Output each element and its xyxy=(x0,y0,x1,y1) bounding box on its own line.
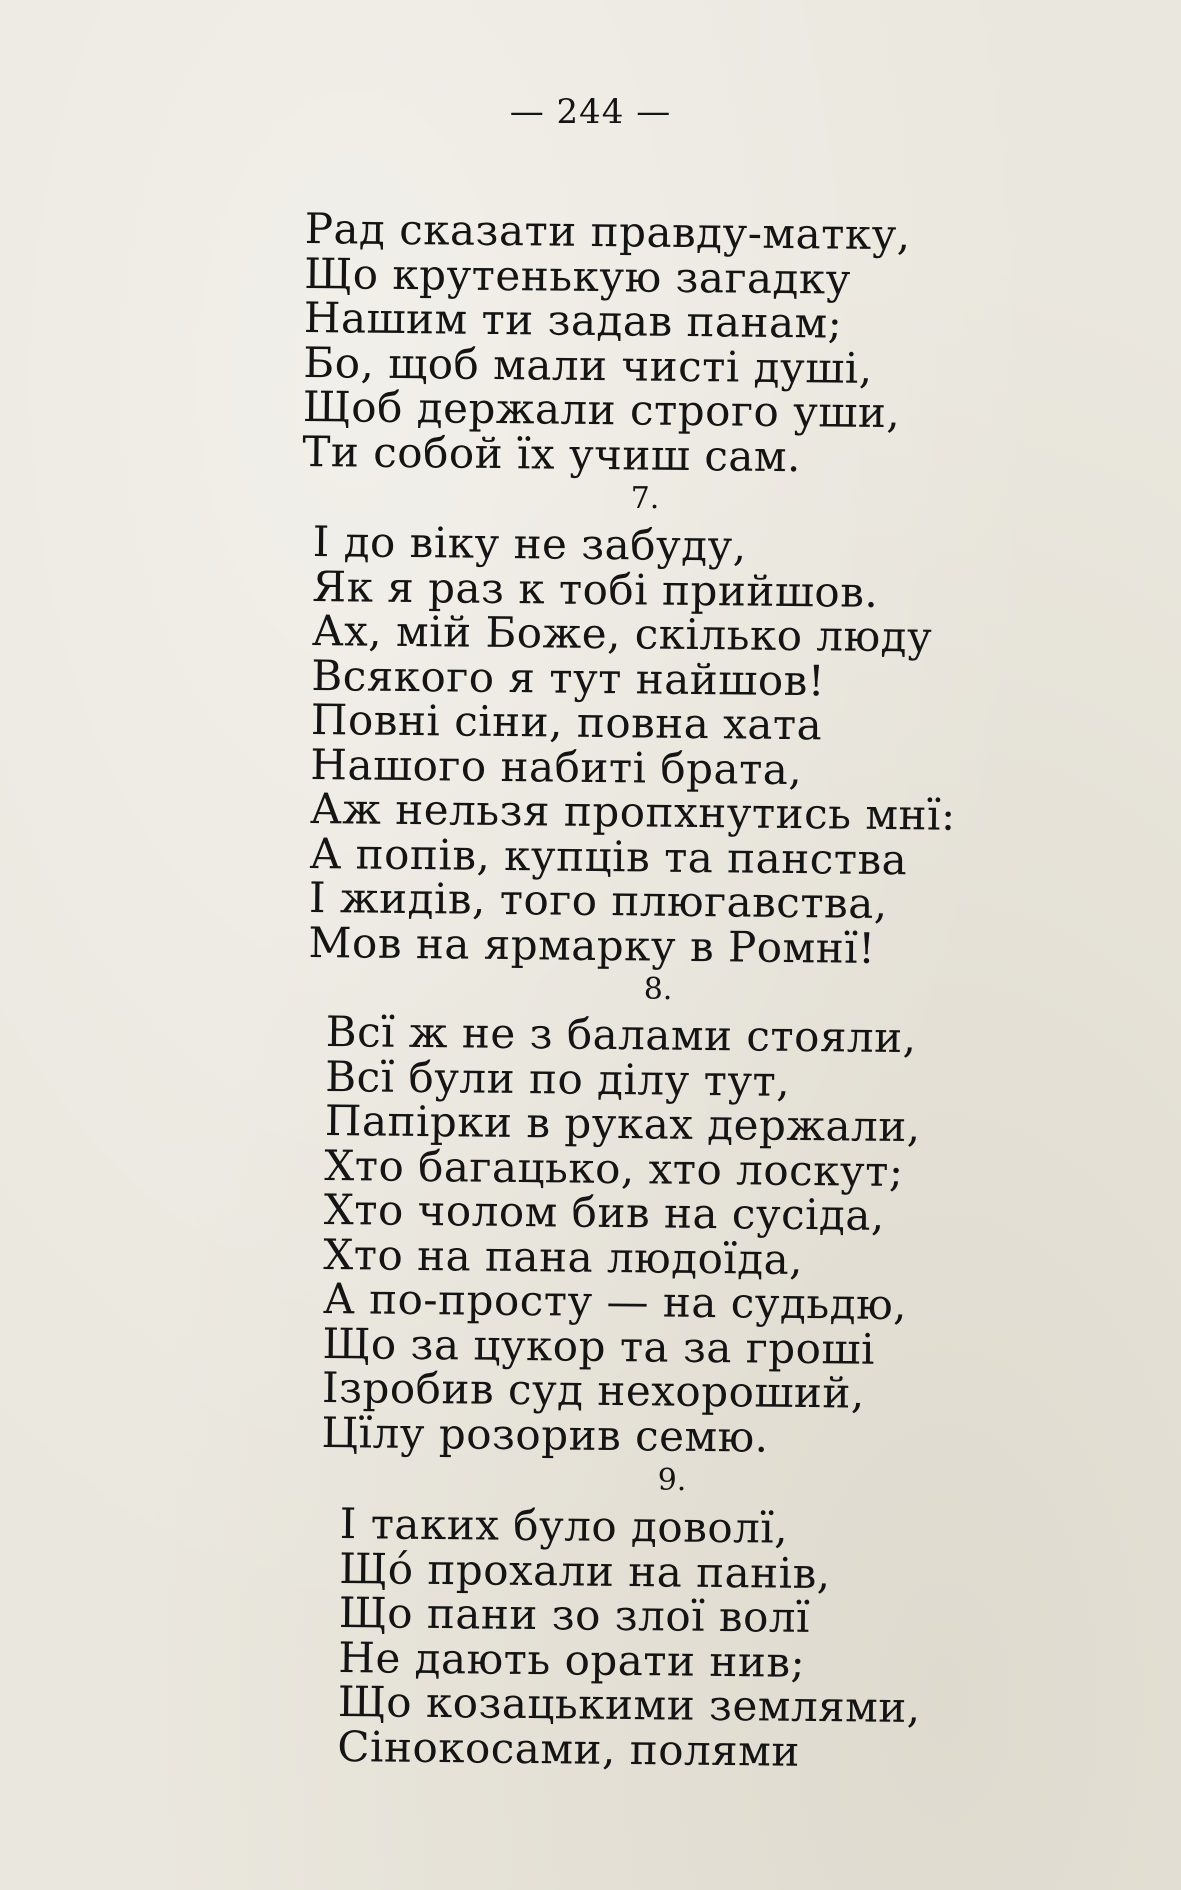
verse-line: Нашого набиті брата, xyxy=(310,739,803,794)
page-number: — 244 — xyxy=(509,92,672,132)
verse-line: Рад сказати правду-матку, xyxy=(304,204,911,260)
stanza-9 xyxy=(337,1499,923,1776)
stanza-8 xyxy=(321,1007,921,1462)
verse-line: Цїлу розорив семю. xyxy=(321,1407,769,1462)
verse-line: Всї ж не з балами стояли, xyxy=(325,1007,917,1063)
verse-line: А попів, купців та панства xyxy=(309,828,908,884)
verse-line: Всякого я тут найшов! xyxy=(311,650,826,705)
verse-line: Що за цукор та за гроші xyxy=(322,1318,876,1374)
verse-line: Всї були по ділу тут, xyxy=(325,1051,791,1106)
verse-line: Ізробив суд нехороший, xyxy=(321,1362,866,1418)
verse-line: А по-просту — на судьдю, xyxy=(322,1273,908,1330)
verse-line: Щоб держали строго уши, xyxy=(302,381,901,438)
verse-line: Нашим ти задав панам; xyxy=(303,292,843,348)
verse-line: І таких було доволї, xyxy=(339,1499,789,1553)
verse-line: Хто чолом бив на сусіда, xyxy=(323,1184,886,1240)
verse-line: Мов на ярмарку в Ромнї! xyxy=(308,917,876,973)
stanza-7 xyxy=(308,517,958,973)
verse-line: Хто багацько, хто лоскут; xyxy=(324,1140,904,1196)
stanza-number: 8. xyxy=(643,972,673,1007)
verse-line: Не дають орати нив; xyxy=(338,1632,806,1687)
verse-line: Аж нельзя пропхнутись мнї: xyxy=(309,783,956,840)
verse-line: Бо, щоб мали чисті душі, xyxy=(303,337,873,393)
verse-line: Ти собой їх учиш сам. xyxy=(302,426,802,481)
verse-line: І до віку не забуду, xyxy=(312,517,747,571)
verse-line: Що́ прохали на панів, xyxy=(339,1543,831,1598)
verse-line: Як я раз к тобі прийшов. xyxy=(312,561,879,617)
verse-line: Хто на пана людоїда, xyxy=(323,1229,804,1284)
stanza-number: 7. xyxy=(630,481,660,516)
stanza-number: 9. xyxy=(657,1463,687,1498)
verse-line: Що козацькими землями, xyxy=(337,1676,921,1733)
verse-line: І жидів, того плюгавства, xyxy=(308,872,888,929)
verse-line: Ах, мій Боже, скілько люду xyxy=(311,605,933,662)
verse-line: Що крутенькую загадку xyxy=(304,248,852,304)
verse-line: Повні сіни, повна хата xyxy=(310,694,823,750)
verse-line: Папірки в руках держали, xyxy=(324,1095,921,1152)
verse-line: Що пани зо злої волї xyxy=(338,1587,811,1642)
verse-line: Сінокосами, полями xyxy=(337,1721,801,1776)
stanza-continued xyxy=(302,204,911,481)
